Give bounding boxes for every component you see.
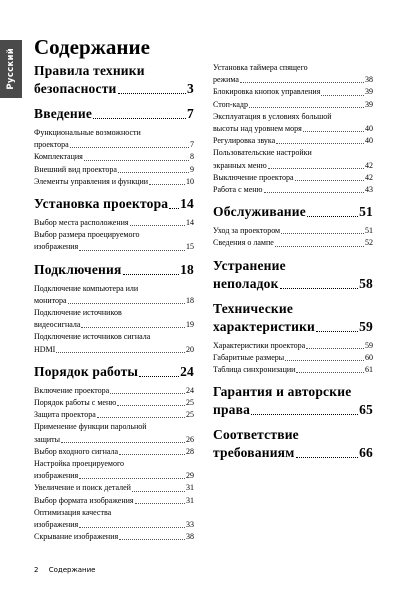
toc-entry-title: Защита проектора bbox=[34, 410, 96, 420]
toc-entry-title: экранных меню bbox=[213, 160, 267, 170]
footer-page-number: 2 bbox=[34, 566, 39, 574]
toc-subsection-entry[interactable] bbox=[34, 409, 194, 421]
dot-leader bbox=[81, 327, 185, 328]
toc-entry-title: режима bbox=[213, 75, 239, 85]
toc-entry-title: проектора bbox=[34, 140, 69, 150]
toc-entry-title: Блокировка кнопок управления bbox=[213, 87, 321, 97]
toc-entry-title-line: Технические bbox=[213, 300, 294, 316]
toc-entry-title: Таблица синхронизации bbox=[213, 365, 296, 375]
dot-leader bbox=[249, 107, 364, 108]
dot-leader bbox=[119, 539, 185, 540]
dot-leader bbox=[118, 172, 189, 173]
toc-page-number: 61 bbox=[365, 365, 373, 375]
dot-leader bbox=[169, 208, 179, 209]
toc-entry-title-line: Гарантия и авторские bbox=[213, 384, 352, 400]
toc-subsection-entry[interactable] bbox=[213, 225, 373, 237]
dot-leader bbox=[97, 417, 185, 418]
toc-subsection-entry[interactable] bbox=[213, 172, 373, 184]
dot-leader bbox=[296, 372, 364, 373]
toc-entry-title: неполадок bbox=[213, 275, 279, 291]
toc-entry-title: видеосигнала bbox=[34, 320, 81, 330]
dot-leader bbox=[251, 414, 358, 415]
toc-page-number: 15 bbox=[186, 242, 194, 252]
toc-page-number: 20 bbox=[186, 344, 194, 354]
toc-entry-title: Комплектация bbox=[34, 152, 83, 162]
toc-page-number: 42 bbox=[365, 160, 373, 170]
dot-leader bbox=[281, 233, 364, 234]
dot-leader bbox=[118, 93, 187, 94]
toc-page-number: 31 bbox=[186, 483, 194, 493]
toc-entry-title: Сведения о лампе bbox=[213, 238, 274, 248]
toc-page-number: 59 bbox=[359, 318, 373, 334]
dot-leader bbox=[240, 82, 364, 83]
toc-subsection-entry[interactable] bbox=[213, 99, 373, 111]
toc-page-number: 52 bbox=[365, 238, 373, 248]
toc-page-number: 25 bbox=[186, 398, 194, 408]
toc-entry-title-line: Эксплуатация в условиях большой bbox=[213, 111, 332, 121]
toc-entry-title: высоты над уровнем моря bbox=[213, 124, 302, 134]
toc-subsection-entry[interactable] bbox=[34, 458, 194, 482]
toc-entry-title-line: Функциональные возможности bbox=[34, 128, 141, 137]
toc-page-number: 26 bbox=[186, 434, 194, 444]
toc-page-number: 3 bbox=[187, 81, 194, 96]
toc-entry-title-line: Установка таймера спящего bbox=[213, 63, 308, 72]
dot-leader bbox=[139, 376, 179, 377]
dot-leader bbox=[296, 457, 359, 458]
toc-subsection-entry[interactable] bbox=[34, 531, 194, 543]
toc-page-number: 25 bbox=[186, 410, 194, 420]
toc-page-number: 28 bbox=[186, 446, 194, 456]
toc-subsection-entry[interactable] bbox=[34, 482, 194, 494]
dot-leader bbox=[123, 274, 180, 275]
dot-leader bbox=[79, 527, 185, 528]
dot-leader bbox=[268, 168, 364, 169]
toc-entry-title: Характеристики проектора bbox=[213, 340, 306, 350]
toc-page-number: 9 bbox=[190, 164, 194, 174]
toc-entry-title: монитора bbox=[34, 295, 67, 305]
toc-section-entry[interactable] bbox=[213, 300, 373, 336]
language-tab bbox=[0, 40, 22, 98]
toc-entry-title: Уход за проектором bbox=[213, 226, 281, 236]
toc-entry-title: Работа с меню bbox=[213, 185, 263, 195]
toc-page-number: 24 bbox=[180, 363, 194, 379]
toc-entry-title-line: Подключение источников сигнала bbox=[34, 332, 151, 342]
dot-leader bbox=[132, 491, 185, 492]
toc-entry-title: Элементы управления и функции bbox=[34, 176, 149, 186]
toc-entry-title: Стоп-кадр bbox=[213, 99, 248, 109]
toc-subsection-entry[interactable] bbox=[34, 217, 194, 229]
toc-entry-title: Порядок работы bbox=[34, 363, 139, 379]
toc-subsection-entry[interactable] bbox=[34, 229, 194, 253]
dot-leader bbox=[280, 288, 358, 289]
dot-leader bbox=[275, 246, 364, 247]
toc-subsection-entry[interactable] bbox=[34, 307, 194, 331]
toc-page-number: 7 bbox=[190, 140, 194, 150]
toc-page-number: 19 bbox=[186, 320, 194, 330]
toc-entry-title: Внешний вид проектора bbox=[34, 164, 117, 174]
toc-subsection-entry[interactable] bbox=[34, 127, 194, 151]
toc-entry-title: Выключение проектора bbox=[213, 172, 294, 182]
dot-leader bbox=[84, 160, 189, 161]
toc-section-entry[interactable] bbox=[34, 363, 194, 381]
toc-entry-title-line: Правила техники bbox=[34, 63, 145, 78]
toc-page-number: 38 bbox=[365, 75, 373, 85]
dot-leader bbox=[303, 131, 364, 132]
toc-right-column bbox=[213, 62, 373, 462]
toc-subsection-entry[interactable] bbox=[213, 111, 373, 135]
dot-leader bbox=[316, 331, 358, 332]
toc-subsection-entry[interactable] bbox=[34, 283, 194, 307]
toc-entry-title-line: Пользовательские настройки bbox=[213, 148, 312, 158]
toc-page-number: 51 bbox=[365, 226, 373, 236]
toc-subsection-entry[interactable] bbox=[34, 446, 194, 458]
toc-section-entry[interactable] bbox=[34, 62, 194, 98]
dot-leader bbox=[149, 184, 185, 185]
toc-page-number: 18 bbox=[186, 295, 194, 305]
dot-leader bbox=[307, 216, 358, 217]
dot-leader bbox=[79, 478, 185, 479]
toc-page-number: 33 bbox=[186, 520, 194, 530]
toc-page-number: 65 bbox=[359, 402, 373, 418]
toc-entry-title: Введение bbox=[34, 106, 93, 121]
toc-section-entry[interactable] bbox=[34, 195, 194, 213]
dot-leader bbox=[79, 250, 185, 251]
toc-subsection-entry[interactable] bbox=[213, 86, 373, 98]
toc-page-number: 51 bbox=[359, 204, 373, 220]
toc-entry-title: Скрывание изображения bbox=[34, 532, 119, 542]
toc-entry-title: Выбор формата изображения bbox=[34, 495, 134, 505]
toc-page-number: 38 bbox=[186, 532, 194, 542]
toc-section-entry[interactable] bbox=[213, 257, 373, 293]
toc-entry-title: HDMI bbox=[34, 344, 56, 354]
page-title: Содержание bbox=[34, 35, 150, 59]
toc-subsection-entry[interactable] bbox=[34, 385, 194, 397]
footer-label: Содержание bbox=[48, 566, 96, 574]
toc-subsection-entry[interactable] bbox=[213, 62, 373, 86]
toc-subsection-entry[interactable] bbox=[213, 184, 373, 196]
toc-page-number: 10 bbox=[186, 176, 194, 186]
toc-entry-title: Выбор места расположения bbox=[34, 218, 129, 228]
dot-leader bbox=[135, 503, 185, 504]
toc-subsection-entry[interactable] bbox=[213, 340, 373, 352]
toc-page-number: 39 bbox=[365, 99, 373, 109]
toc-subsection-entry[interactable] bbox=[34, 176, 194, 188]
toc-page-number: 42 bbox=[365, 172, 373, 182]
toc-page-number: 39 bbox=[365, 87, 373, 97]
page-footer bbox=[34, 566, 96, 574]
toc-entry-title: безопасности bbox=[34, 81, 117, 96]
dot-leader bbox=[68, 303, 185, 304]
toc-section-entry[interactable] bbox=[213, 203, 373, 221]
toc-page-number: 58 bbox=[359, 275, 373, 291]
toc-left-column bbox=[34, 62, 194, 543]
toc-subsection-entry[interactable] bbox=[34, 421, 194, 445]
toc-entry-title-line: Подключение источников bbox=[34, 308, 122, 318]
toc-subsection-entry[interactable] bbox=[213, 352, 373, 364]
toc-entry-title-line: Выбор размера проецируемого bbox=[34, 230, 140, 240]
toc-entry-title: Порядок работы с меню bbox=[34, 398, 117, 408]
toc-subsection-entry[interactable] bbox=[34, 331, 194, 355]
toc-page-number: 14 bbox=[180, 196, 194, 212]
toc-subsection-entry[interactable] bbox=[34, 507, 194, 531]
toc-page-number: 7 bbox=[187, 106, 194, 121]
dot-leader bbox=[93, 118, 186, 119]
toc-subsection-entry[interactable] bbox=[213, 135, 373, 147]
toc-subsection-entry[interactable] bbox=[213, 364, 373, 376]
toc-entry-title: характеристики bbox=[213, 318, 316, 334]
toc-entry-title-line: Настройка проецируемого bbox=[34, 459, 125, 469]
toc-entry-title: требованиям bbox=[213, 445, 295, 461]
toc-entry-title: Включение проектора bbox=[34, 385, 110, 395]
toc-entry-title: защиты bbox=[34, 434, 61, 444]
dot-leader bbox=[70, 147, 189, 148]
toc-page-number: 66 bbox=[359, 445, 373, 461]
toc-entry-title: Увеличение и поиск деталей bbox=[34, 483, 131, 493]
toc-entry-title: Регулировка звука bbox=[213, 136, 276, 146]
toc-entry-title: Установка проектора bbox=[34, 196, 169, 212]
toc-page-number: 14 bbox=[186, 218, 194, 228]
toc-page-number: 29 bbox=[186, 471, 194, 481]
toc-page-number: 60 bbox=[365, 352, 373, 362]
toc-section-entry[interactable] bbox=[34, 105, 194, 123]
toc-page-number: 40 bbox=[365, 124, 373, 134]
dot-leader bbox=[56, 352, 185, 353]
toc-entry-title-line: Соответствие bbox=[213, 427, 299, 443]
dot-leader bbox=[61, 442, 185, 443]
dot-leader bbox=[276, 143, 364, 144]
toc-entry-title: Выбор входного сигнала bbox=[34, 446, 119, 456]
toc-section-entry[interactable] bbox=[213, 383, 373, 419]
toc-entry-title-line: Подключение компьютера или bbox=[34, 283, 139, 293]
toc-entry-title: изображения bbox=[34, 520, 79, 530]
toc-entry-title: изображения bbox=[34, 471, 79, 481]
dot-leader bbox=[264, 192, 364, 193]
toc-subsection-entry[interactable] bbox=[34, 164, 194, 176]
toc-subsection-entry[interactable] bbox=[34, 397, 194, 409]
toc-entry-title-line: Применение функции парольной bbox=[34, 422, 147, 432]
dot-leader bbox=[321, 95, 364, 96]
language-tab-label: Русский bbox=[6, 48, 16, 90]
toc-page-number: 40 bbox=[365, 136, 373, 146]
toc-entry-title: права bbox=[213, 402, 251, 418]
toc-entry-title-line: Оптимизация качества bbox=[34, 507, 112, 517]
dot-leader bbox=[130, 225, 185, 226]
toc-entry-title: изображения bbox=[34, 242, 79, 252]
dot-leader bbox=[306, 348, 364, 349]
toc-section-entry[interactable] bbox=[34, 261, 194, 279]
toc-subsection-entry[interactable] bbox=[213, 237, 373, 249]
toc-page-number: 59 bbox=[365, 340, 373, 350]
toc-page-number: 43 bbox=[365, 185, 373, 195]
toc-section-entry[interactable] bbox=[213, 426, 373, 462]
toc-subsection-entry[interactable] bbox=[213, 147, 373, 171]
toc-page-number: 24 bbox=[186, 385, 194, 395]
toc-page-number: 18 bbox=[180, 261, 194, 277]
toc-page-number: 31 bbox=[186, 495, 194, 505]
dot-leader bbox=[117, 405, 185, 406]
dot-leader bbox=[119, 454, 185, 455]
dot-leader bbox=[295, 180, 364, 181]
toc-subsection-entry[interactable] bbox=[34, 151, 194, 163]
toc-entry-title-line: Устранение bbox=[213, 257, 286, 273]
toc-page-number: 8 bbox=[190, 152, 194, 162]
toc-entry-title: Обслуживание bbox=[213, 204, 306, 220]
dot-leader bbox=[285, 360, 364, 361]
dot-leader bbox=[110, 393, 185, 394]
toc-entry-title: Подключения bbox=[34, 261, 122, 277]
toc-entry-title: Габаритные размеры bbox=[213, 352, 285, 362]
toc-subsection-entry[interactable] bbox=[34, 495, 194, 507]
